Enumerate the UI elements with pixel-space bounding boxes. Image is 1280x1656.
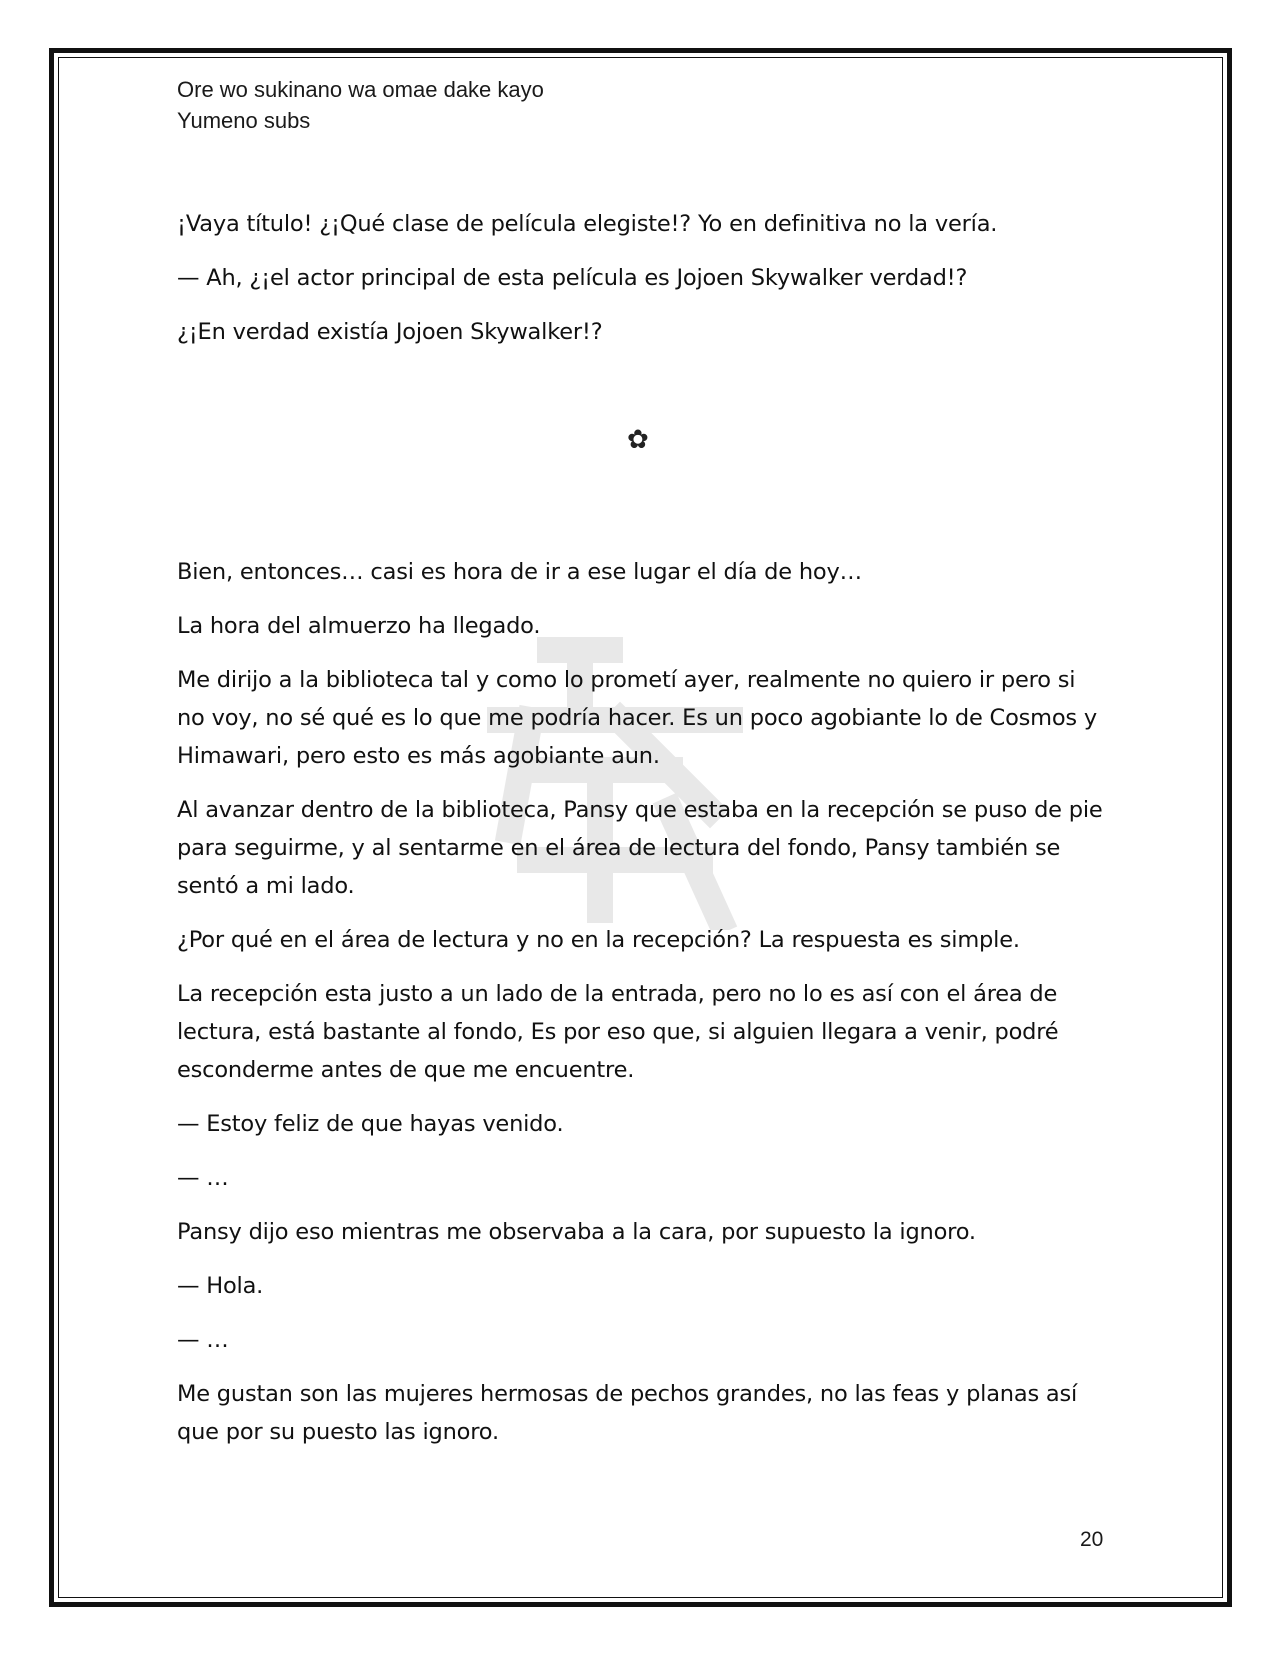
paragraph: ¡Vaya título! ¿¡Qué clase de película elegiste!? Yo en definitiva no la vería.: [177, 211, 998, 237]
header-subtitle: Yumeno subs: [177, 108, 311, 133]
paragraph: — Ah, ¿¡el actor principal de esta película es Jojoen Skywalker verdad!?: [177, 265, 968, 291]
paragraph: Bien, entonces… casi es hora de ir a ese lugar el día de hoy…: [177, 559, 862, 585]
paragraph: Me gustan son las mujeres hermosas de pechos grandes, no las feas y planas así que por su puesto las ignoro.: [177, 1381, 1078, 1445]
paragraph: ¿¡En verdad existía Jojoen Skywalker!?: [177, 319, 603, 345]
dialogue-line: — Estoy feliz de que hayas venido.: [177, 1111, 564, 1137]
flower-ornament-icon: ✿: [627, 425, 649, 455]
page-header: [177, 74, 544, 136]
paragraph: La recepción esta justo a un lado de la entrada, pero no lo es así con el área de lectura, está bastante al fondo, Es por eso que, si alguien llegara a venir, podré esconderme antes de que me encuentre.: [177, 981, 1059, 1083]
paragraph: Al avanzar dentro de la biblioteca, Pansy que estaba en la recepción se puso de pie para seguirme, y al sentarme en el área de lectura del fondo, Pansy también se sentó a mi lado.: [177, 797, 1103, 899]
paragraph: Pansy dijo eso mientras me observaba a la cara, por supuesto la ignoro.: [177, 1219, 976, 1245]
document-body: [177, 205, 1107, 1467]
dialogue-line: — Hola.: [177, 1273, 264, 1299]
section-divider: [177, 367, 1107, 553]
page-number: 20: [1080, 1528, 1104, 1551]
paragraph: ¿Por qué en el área de lectura y no en la recepción? La respuesta es simple.: [177, 927, 1020, 953]
dialogue-line: — …: [177, 1165, 229, 1191]
dialogue-line: — …: [177, 1327, 229, 1353]
header-title: Ore wo sukinano wa omae dake kayo: [177, 77, 544, 102]
paragraph: La hora del almuerzo ha llegado.: [177, 613, 541, 639]
paragraph: Me dirijo a la biblioteca tal y como lo prometí ayer, realmente no quiero ir pero si no voy, no sé qué es lo que me podría hacer. Es un poco agobiante lo de Cosmos y Himawari, pero esto es más agobiante aun.: [177, 667, 1098, 769]
